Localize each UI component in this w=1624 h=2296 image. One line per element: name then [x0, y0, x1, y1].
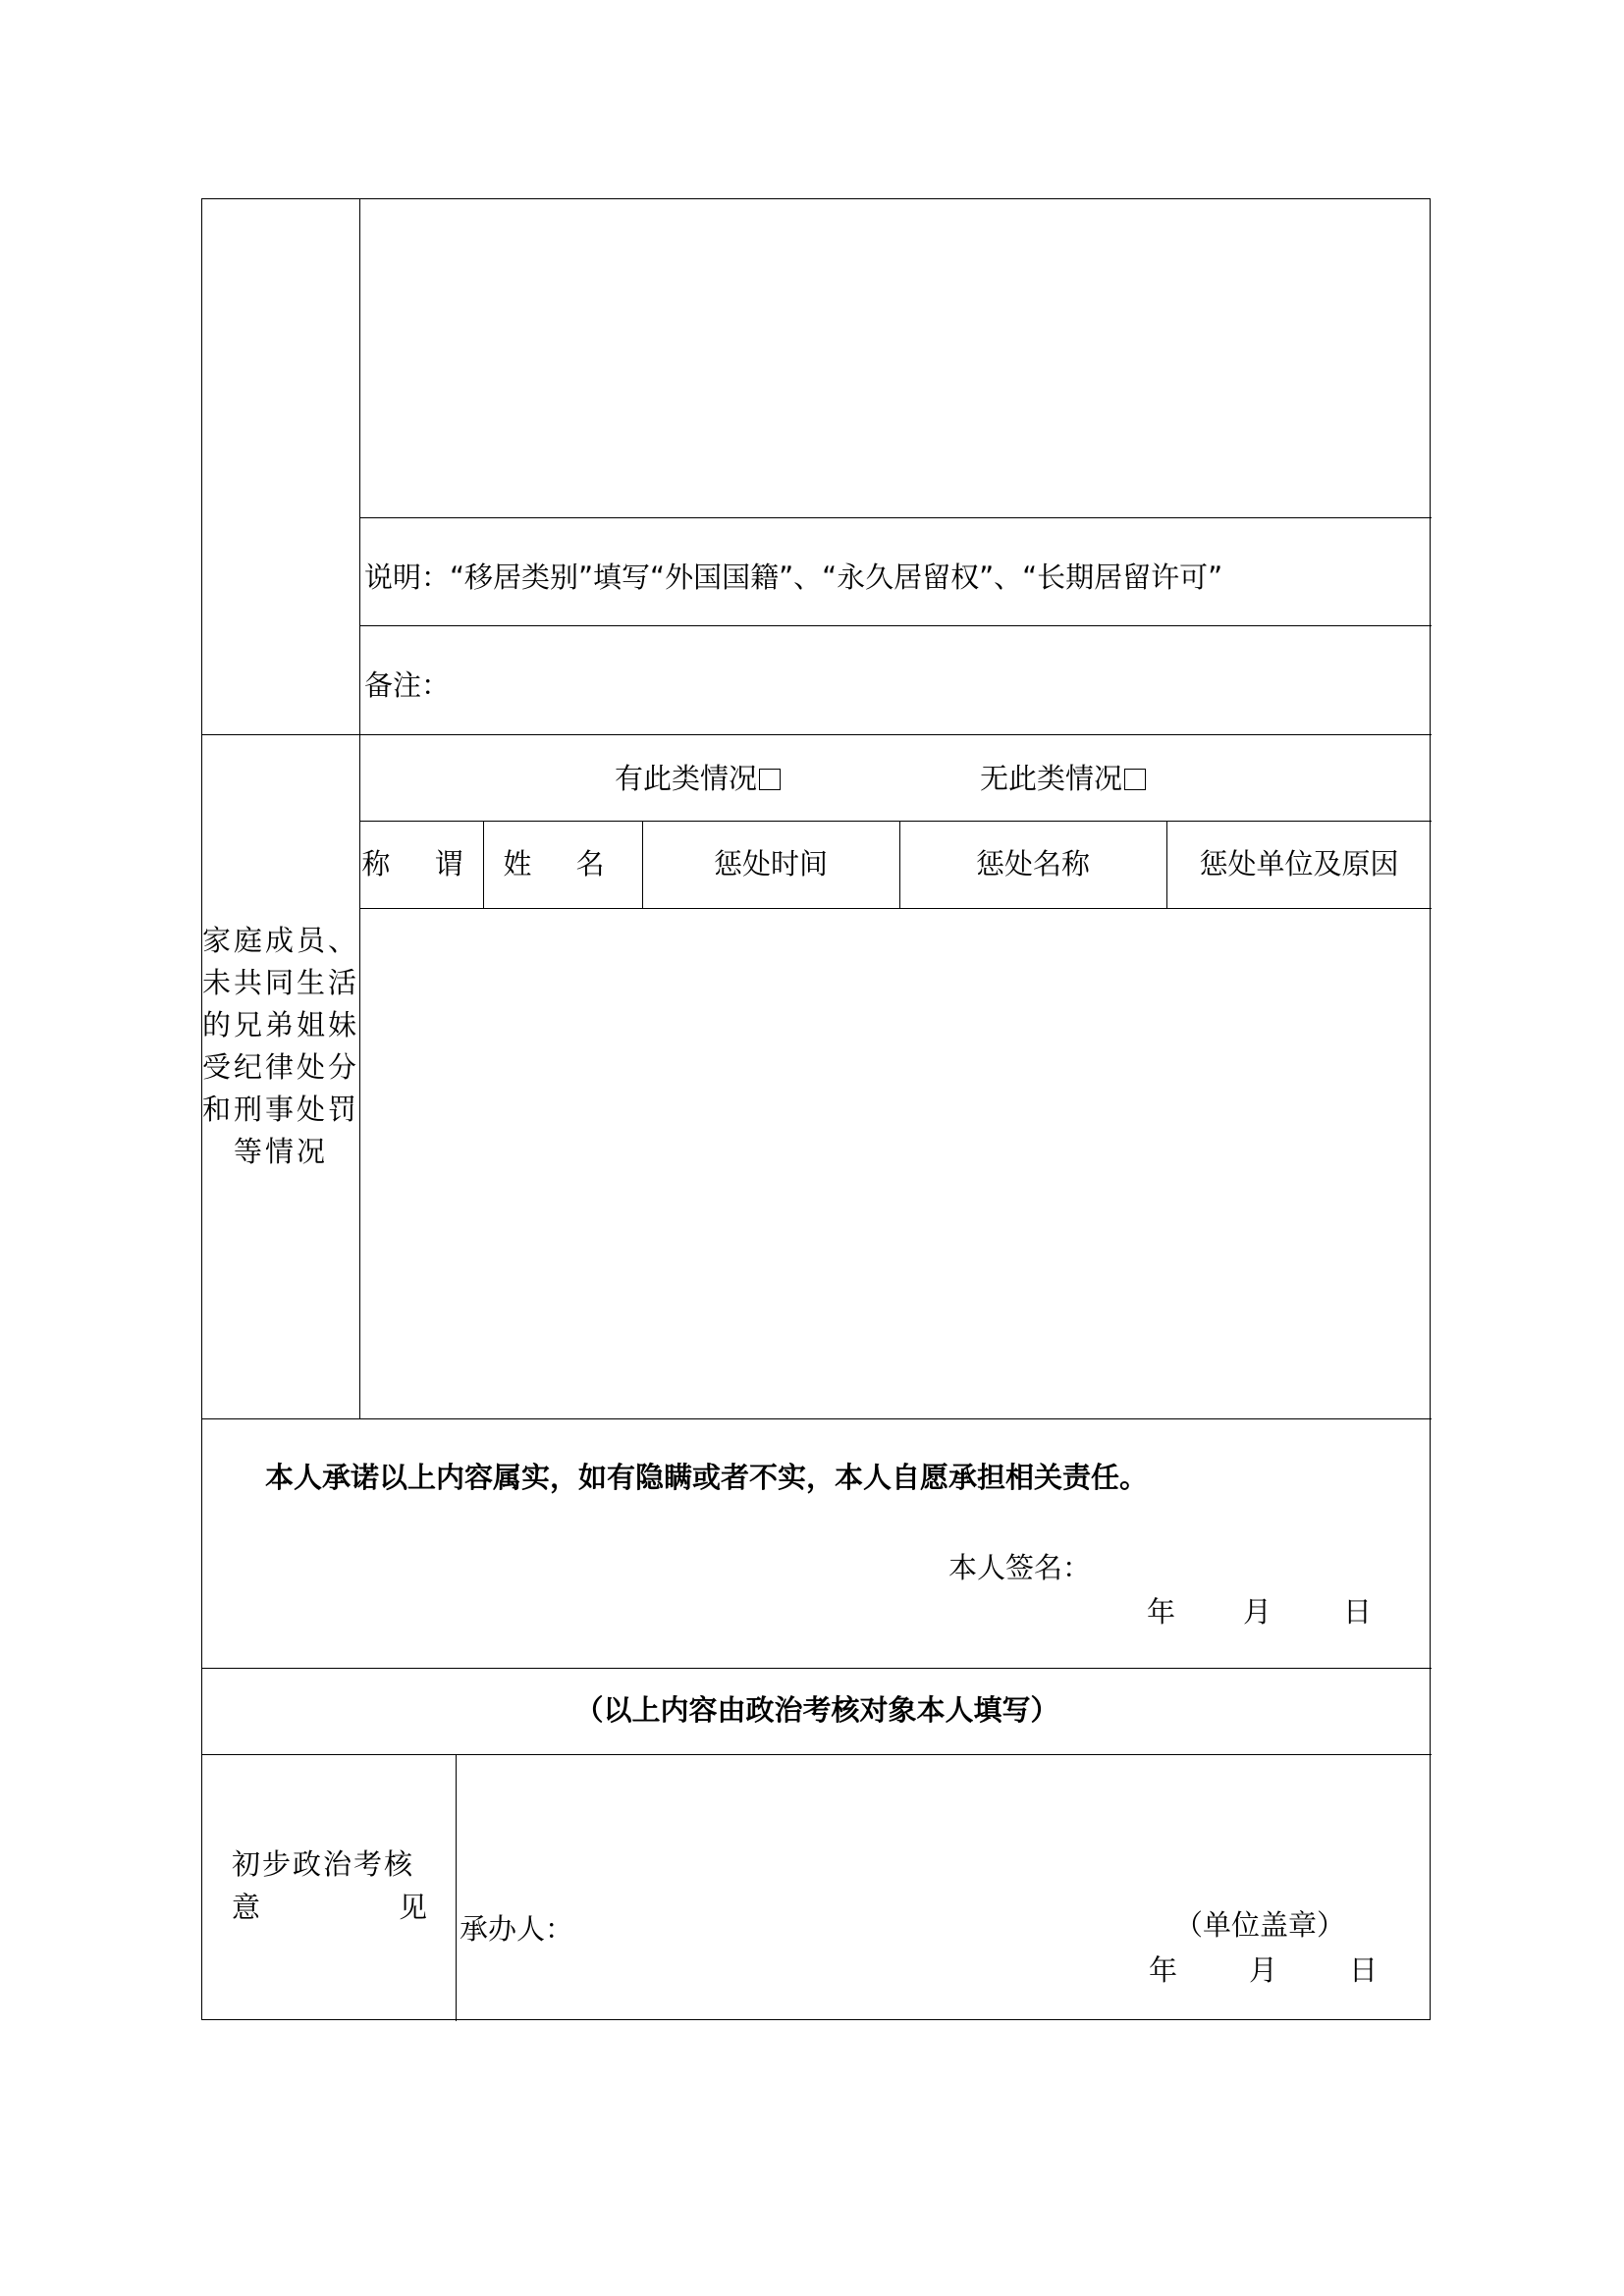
handler-label: 承办人：: [460, 1912, 574, 1946]
has-case-label: 有此类情况: [615, 762, 758, 795]
divider: [359, 517, 1432, 518]
divider: [359, 199, 360, 1418]
pledge-statement: 本人承诺以上内容属实，如有隐瞒或者不实，本人自愿承担相关责任。: [265, 1463, 1149, 1494]
pledge-day: 日: [1343, 1595, 1373, 1629]
no-case-label: 无此类情况: [980, 762, 1123, 795]
review-day: 日: [1349, 1953, 1379, 1987]
pledge-year: 年: [1147, 1595, 1176, 1629]
column-header-punish-time: 惩处时间: [713, 847, 828, 881]
divider: [456, 1754, 457, 2021]
column-header-title: 称 谓: [361, 847, 481, 881]
seal-label: （单位盖章）: [1174, 1908, 1346, 1942]
pledge-month: 月: [1243, 1595, 1272, 1629]
discipline-section-label: 家庭成员、未共同生活的兄弟姐妹受纪律处分和刑事处罚等情况: [202, 924, 360, 1168]
review-month: 月: [1249, 1953, 1278, 1987]
column-header-punish-name: 惩处名称: [975, 847, 1090, 881]
has-case-option[interactable]: [615, 762, 781, 795]
column-header-name: 姓 名: [503, 847, 623, 881]
emigration-note: 说明：“移居类别”填写“外国国籍”、“永久居留权”、“长期居留许可”: [364, 561, 1223, 594]
remarks-label: 备注：: [364, 668, 451, 702]
no-case-checkbox[interactable]: [1124, 769, 1146, 790]
self-fill-note: （以上内容由政治考核对象本人填写）: [574, 1694, 1059, 1727]
column-header-punish-unit-reason: 惩处单位及原因: [1199, 847, 1399, 881]
review-label-line2-right: 见: [399, 1891, 428, 1924]
divider: [359, 908, 1432, 909]
has-case-checkbox[interactable]: [759, 769, 781, 790]
divider: [359, 625, 1432, 626]
review-year: 年: [1149, 1953, 1178, 1987]
form-table: [201, 198, 1431, 2020]
divider: [202, 734, 1432, 735]
divider: [202, 1754, 1432, 1755]
review-label-line1: 初步政治考核: [232, 1847, 415, 1881]
signature-label: 本人签名：: [948, 1551, 1092, 1584]
no-case-option[interactable]: [980, 762, 1146, 795]
review-label-line2-left: 意: [232, 1891, 261, 1924]
divider: [202, 1418, 1432, 1419]
